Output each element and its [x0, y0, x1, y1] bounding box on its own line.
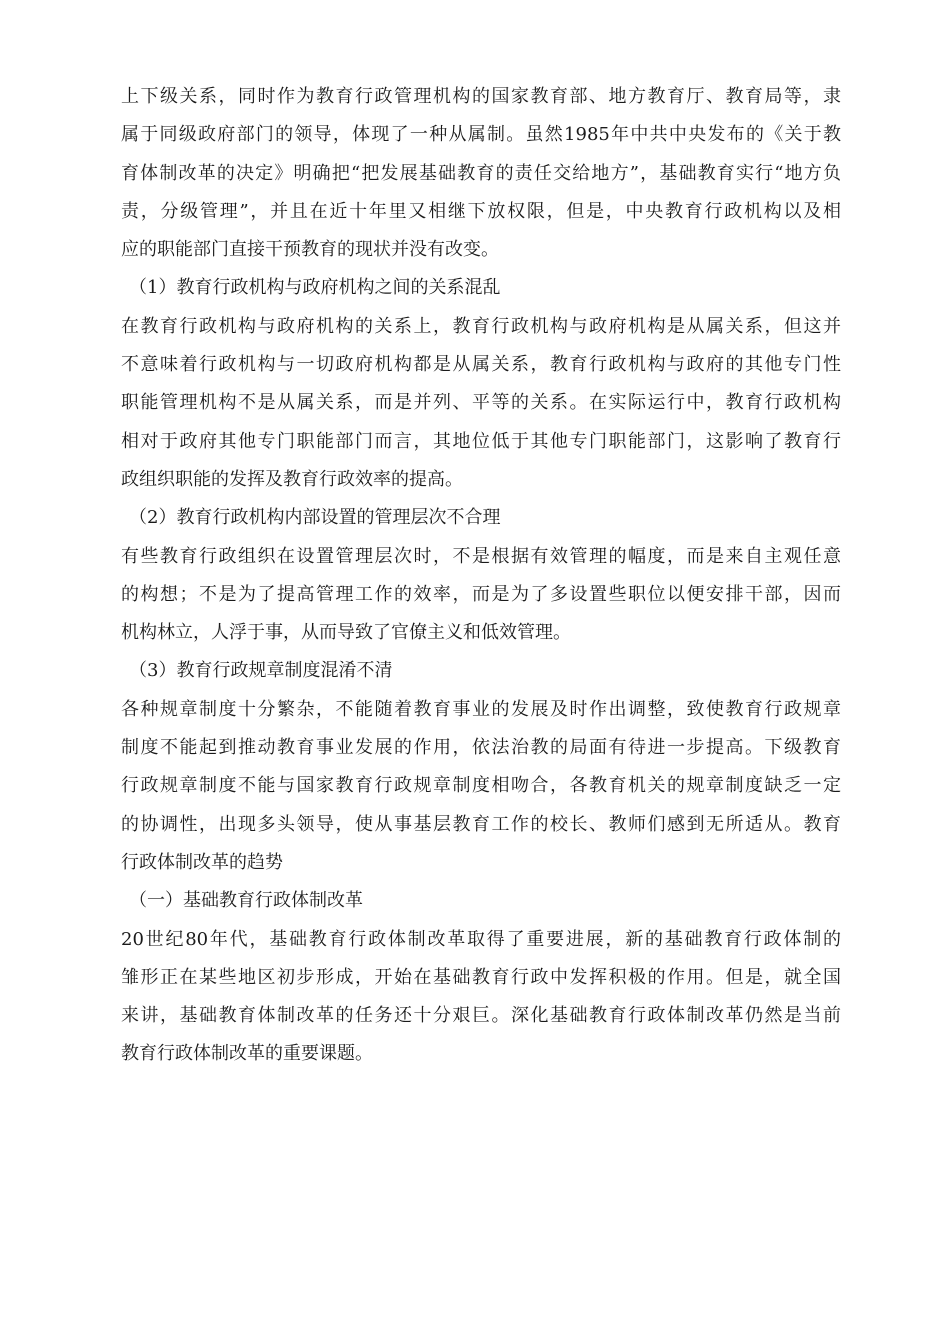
document-page	[121, 78, 841, 1074]
text-line: 来讲，基础教育体制改革的任务还十分艰巨。深化基础教育行政体制改革仍然是当前	[121, 1005, 841, 1027]
text-line: 不意味着行政机构与一切政府机构都是从属关系，教育行政机构与政府的其他专门性	[121, 354, 841, 376]
text-line: （一）基础教育行政体制改革	[129, 890, 363, 912]
text-line: 责，分级管理”，并且在近十年里又相继下放权限，但是，中央教育行政机构以及相	[121, 200, 841, 222]
section-heading	[121, 652, 841, 690]
text-line: 教育行政体制改革的重要课题。	[121, 1043, 373, 1065]
text-line: 有些教育行政组织在设置管理层次时，不是根据有效管理的幅度，而是来自主观任意	[121, 545, 841, 567]
text-line: 在教育行政机构与政府机构的关系上，教育行政机构与政府机构是从属关系，但这并	[121, 315, 841, 337]
text-line: 雏形正在某些地区初步形成，开始在基础教育行政中发挥积极的作用。但是，就全国	[121, 966, 841, 988]
body-paragraph	[121, 691, 841, 882]
text-line: 行政规章制度不能与国家教育行政规章制度相吻合，各教育机关的规章制度缺乏一定	[121, 775, 841, 797]
text-line: 职能管理机构不是从属关系，而是并列、平等的关系。在实际运行中，教育行政机构	[121, 392, 841, 414]
text-line: 机构林立，人浮于事，从而导致了官僚主义和低效管理。	[121, 622, 571, 644]
text-line: 行政体制改革的趋势	[121, 851, 283, 873]
text-line: 的协调性，出现多头领导，使从事基层教育工作的校长、教师们感到无所适从。教育	[121, 813, 841, 835]
text-line: 制度不能起到推动教育事业发展的作用，依法治教的局面有待进一步提高。下级教育	[121, 737, 841, 759]
body-paragraph	[121, 78, 841, 269]
section-heading	[121, 269, 841, 307]
text-line: （2）教育行政机构内部设置的管理层次不合理	[129, 507, 501, 529]
text-line: 育体制改革的决定》明确把“把发展基础教育的责任交给地方”，基础教育实行“地方负	[121, 162, 841, 184]
text-line: 相对于政府其他专门职能部门而言，其地位低于其他专门职能部门，这影响了教育行	[121, 430, 841, 452]
section-heading	[121, 882, 841, 920]
text-line: 各种规章制度十分繁杂，不能随着教育事业的发展及时作出调整，致使教育行政规章	[121, 698, 841, 720]
text-line: 20世纪80年代，基础教育行政体制改革取得了重要进展，新的基础教育行政体制的	[121, 928, 841, 950]
body-paragraph	[121, 921, 841, 1074]
text-line: 上下级关系，同时作为教育行政管理机构的国家教育部、地方教育厅、教育局等，隶	[121, 86, 841, 107]
body-paragraph	[121, 538, 841, 653]
text-line: 属于同级政府部门的领导，体现了一种从属制。虽然1985年中共中央发布的《关于教	[121, 124, 841, 146]
text-line: 的构想；不是为了提高管理工作的效率，而是为了多设置些职位以便安排干部，因而	[121, 583, 841, 605]
text-line: 应的职能部门直接干预教育的现状并没有改变。	[121, 239, 499, 261]
body-paragraph	[121, 308, 841, 499]
text-line: （3）教育行政规章制度混淆不清	[129, 660, 393, 682]
section-heading	[121, 499, 841, 537]
text-line: （1）教育行政机构与政府机构之间的关系混乱	[129, 277, 501, 299]
text-line: 政组织职能的发挥及教育行政效率的提高。	[121, 468, 463, 490]
